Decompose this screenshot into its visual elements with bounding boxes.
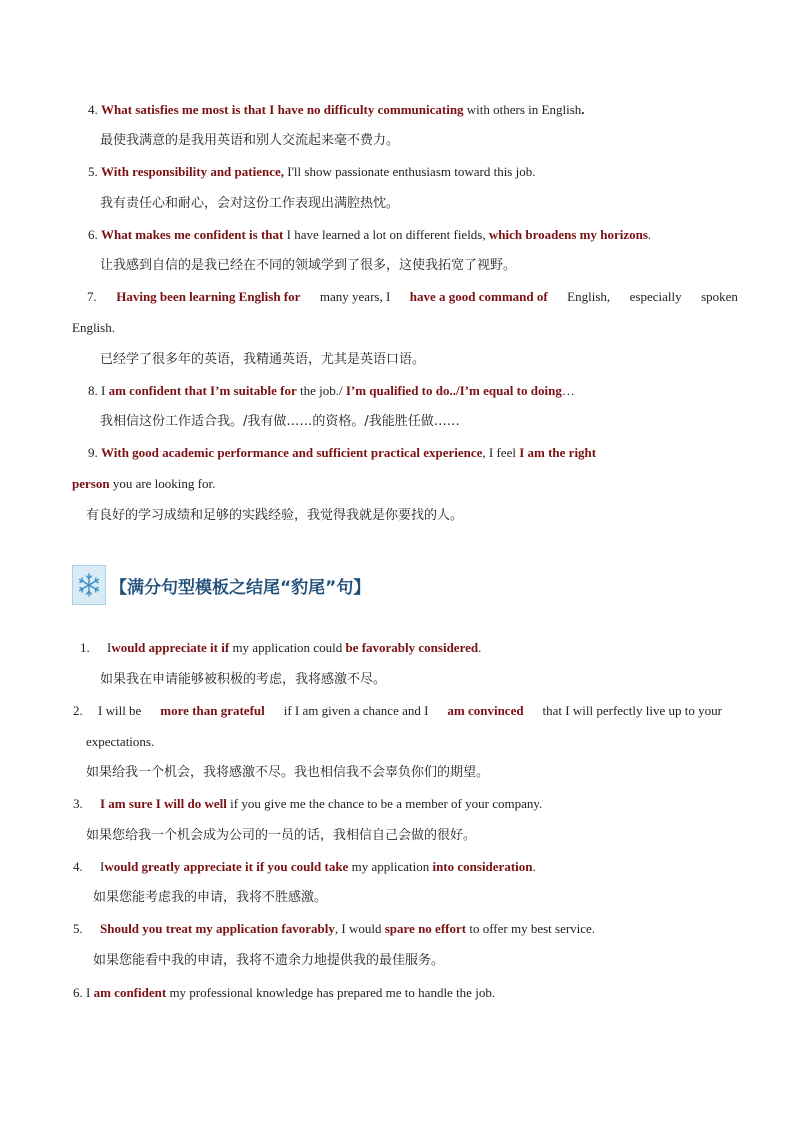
sentence-text: … [561, 383, 575, 398]
key-phrase: am convinced [447, 703, 524, 718]
key-phrase: spare no effort [384, 921, 467, 936]
sentence-number: 4. [88, 102, 98, 117]
key-phrase: With good academic performance and sufficient practical experience [101, 445, 483, 460]
sentence-number: 5. [88, 164, 98, 179]
key-phrase: which broadens my horizons [488, 227, 648, 242]
sentence-text: . [647, 227, 652, 242]
ending-6 [73, 985, 495, 1001]
sentence-text: I will be [98, 703, 142, 718]
key-phrase: am confident that I’m suitable for [108, 383, 297, 398]
sentence-number: 6. [88, 227, 98, 242]
ending-translation-4: 如果您能考虑我的申请，我将不胜感激。 [93, 890, 328, 905]
sentence-text: my application could [229, 640, 346, 655]
sentence-text: I [100, 859, 105, 874]
sentence-number: 5. [73, 921, 83, 936]
sentence-text: I [97, 383, 109, 398]
section-heading [72, 565, 370, 605]
ending-2-continuation: expectations. [86, 734, 155, 749]
sentence-text: to offer my best service. [466, 921, 596, 936]
snowflake-icon [72, 565, 106, 605]
sentence-number: 3. [73, 796, 83, 811]
key-phrase: I am the right [519, 445, 597, 460]
sentence-text: I [107, 640, 112, 655]
sentence-8 [88, 383, 575, 399]
sentence-text: English, [567, 289, 611, 304]
sentence-number: 9. [88, 445, 98, 460]
ending-translation-2: 如果给我一个机会，我将感激不尽。我也相信我不会辜负你们的期望。 [86, 765, 490, 780]
sentence-7 [87, 289, 738, 305]
sentence-text: with others in English [463, 102, 582, 117]
sentence-9-continuation [72, 476, 215, 492]
sentence-text: that I will perfectly live up to your [542, 703, 722, 718]
ending-5 [73, 921, 595, 937]
sentence-7-continuation: English. [72, 320, 115, 335]
key-phrase: Having been learning English for [116, 289, 301, 304]
section-title: 【满分句型模板之结尾“豹尾”句】 [110, 577, 371, 598]
sentence-text: you are looking for. [109, 476, 216, 491]
translation-9: 有良好的学习成绩和足够的实践经验，我觉得我就是你要找的人。 [86, 508, 464, 523]
key-phrase: more than grateful [160, 703, 265, 718]
key-phrase: What satisfies me most is that I have no difficulty communicating [101, 102, 464, 117]
sentence-text: if I am given a chance and I [283, 703, 429, 718]
translation-8: 我相信这份工作适合我。/我有做……的资格。/我能胜任做…… [100, 414, 460, 429]
key-phrase: What makes me confident is that [101, 227, 284, 242]
sentence-6 [88, 227, 651, 243]
key-phrase: Should you treat my application favorably [100, 921, 335, 936]
key-phrase: I’m qualified to do../I’m equal to doing [345, 383, 562, 398]
sentence-4 [88, 102, 585, 118]
sentence-9 [88, 445, 596, 461]
sentence-text: my application [348, 859, 433, 874]
sentence-text: especially [629, 289, 682, 304]
sentence-number: 6. [73, 985, 83, 1000]
sentence-text: , I feel [482, 445, 520, 460]
ending-4 [73, 859, 536, 875]
key-phrase: I am sure I will do well [100, 796, 227, 811]
key-phrase: person [72, 476, 110, 491]
sentence-number: 8. [88, 383, 98, 398]
key-phrase: would appreciate it if [111, 640, 230, 655]
ending-2-number: 2. [73, 703, 83, 718]
sentence-number: 1. [80, 640, 90, 655]
key-phrase: am confident [93, 985, 167, 1000]
sentence-text: the job./ [296, 383, 346, 398]
sentence-5 [88, 164, 535, 180]
sentence-text: if you give me the chance to be a member of your company. [226, 796, 543, 811]
translation-4: 最使我满意的是我用英语和别人交流起来毫不费力。 [100, 133, 400, 148]
sentence-period: . [581, 102, 585, 117]
sentence-number: 4. [73, 859, 83, 874]
ending-3 [73, 796, 542, 812]
sentence-text: , I would [334, 921, 385, 936]
ending-translation-1: 如果我在申请能够被积极的考虑，我将感激不尽。 [100, 672, 387, 687]
ending-translation-3: 如果您给我一个机会成为公司的一员的话，我相信自己会做的很好。 [86, 828, 477, 843]
translation-5: 我有责任心和耐心，会对这份工作表现出满腔热忱。 [100, 196, 400, 211]
ending-1 [80, 640, 481, 656]
ending-translation-5: 如果您能看中我的申请，我将不遗余力地提供我的最佳服务。 [93, 953, 445, 968]
sentence-text: spoken [701, 289, 738, 304]
ending-2 [98, 703, 722, 719]
translation-6: 让我感到自信的是我已经在不同的领域学到了很多，这使我拓宽了视野。 [100, 258, 517, 273]
sentence-number: 7. [87, 289, 97, 304]
sentence-text: many years, I [319, 289, 391, 304]
sentence-text: . [532, 859, 536, 874]
key-phrase: would greatly appreciate it if you could take [104, 859, 349, 874]
sentence-text: I'll show passionate enthusiasm toward this job. [284, 164, 536, 179]
translation-7: 已经学了很多年的英语，我精通英语，尤其是英语口语。 [100, 352, 426, 367]
sentence-text: I have learned a lot on different fields, [283, 227, 489, 242]
key-phrase: into consideration [432, 859, 533, 874]
key-phrase: have a good command of [409, 289, 548, 304]
key-phrase: be favorably considered [345, 640, 479, 655]
key-phrase: With responsibility and patience, [101, 164, 284, 179]
sentence-text: my professional knowledge has prepared me to handle the job. [166, 985, 496, 1000]
sentence-text: I [82, 985, 94, 1000]
sentence-text: . [478, 640, 482, 655]
